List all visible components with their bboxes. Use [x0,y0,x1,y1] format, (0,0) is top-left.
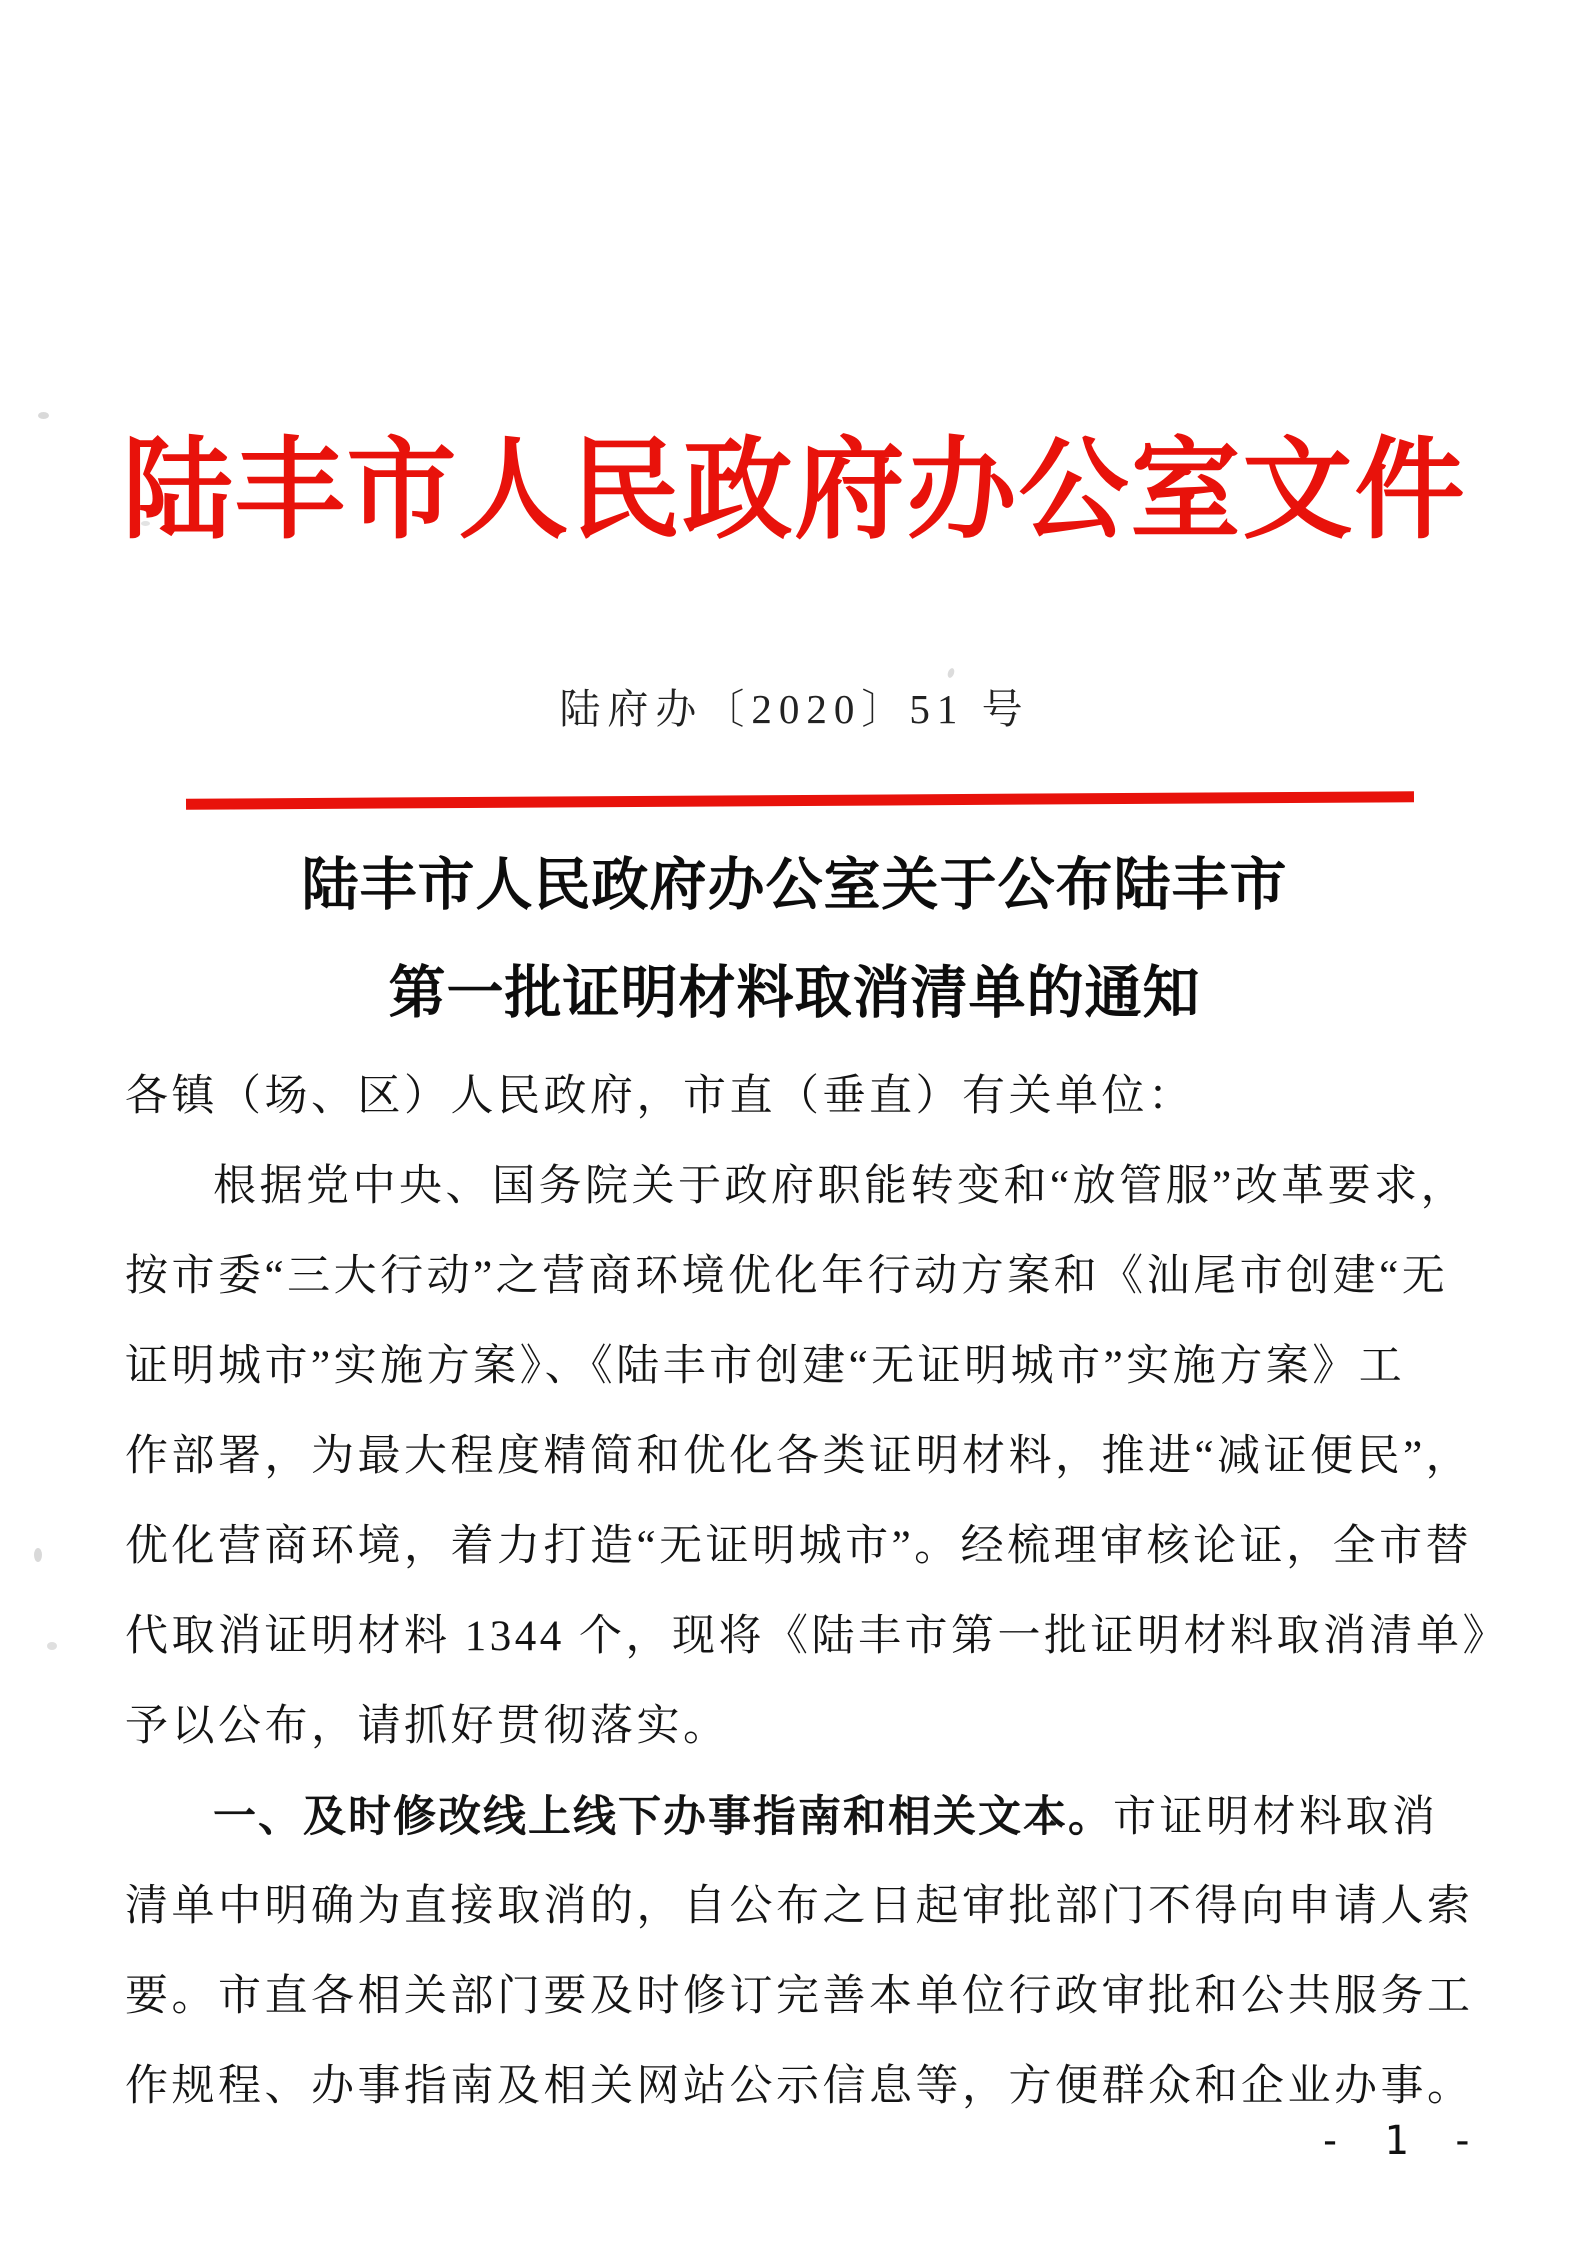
salutation-line: 各镇（场、区）人民政府，市直（垂直）有关单位： [125,1073,1195,1120]
scan-speck [141,521,150,526]
body-line: 证明城市”实施方案》、《陆丰市创建“无证明城市”实施方案》工 [125,1343,1406,1390]
notice-title-line1: 陆丰市人民政府办公室关于公布陆丰市 [301,854,1288,917]
body-line: 根据党中央、国务院关于政府职能转变和“放管服”改革要求， [213,1163,1468,1210]
scan-speck [38,412,49,419]
body-line: 代取消证明材料 1344 个，现将《陆丰市第一批证明材料取消清单》 [125,1613,1509,1660]
page-number: - 1 - [1318,2118,1484,2164]
section-1-tail: 市证明材料取消 [1113,1794,1439,1841]
section-1-heading: 一、及时修改线上线下办事指南和相关文本。 [213,1793,1113,1841]
red-divider-rule [186,791,1414,810]
body-line: 要。市直各相关部门要及时修订完善本单位行政审批和公共服务工 [125,1973,1474,2020]
section-1-line [125,1772,1467,1862]
scan-speck [47,1642,57,1650]
notice-title [0,832,1589,1048]
body-line: 优化营商环境，着力打造“无证明城市”。经梳理审核论证，全市替 [125,1523,1473,1570]
body-line: 按市委“三大行动”之营商环境优化年行动方案和《汕尾市创建“无 [125,1253,1449,1300]
notice-body [125,1052,1509,2132]
body-line: 作规程、办事指南及相关网站公示信息等，方便群众和企业办事。 [125,2063,1474,2110]
red-header-title: 陆丰市人民政府办公室文件 [122,430,1467,552]
body-line: 予以公布，请抓好贯彻落实。 [125,1703,730,1750]
notice-title-line2: 第一批证明材料取消清单的通知 [388,962,1201,1025]
body-line: 作部署，为最大程度精简和优化各类证明材料，推进“减证便民”， [125,1433,1473,1480]
document-number: 陆府办〔2020〕51 号 [559,686,1030,732]
body-line: 清单中明确为直接取消的，自公布之日起审批部门不得向申请人索 [125,1883,1474,1930]
scan-speck [34,1548,42,1562]
